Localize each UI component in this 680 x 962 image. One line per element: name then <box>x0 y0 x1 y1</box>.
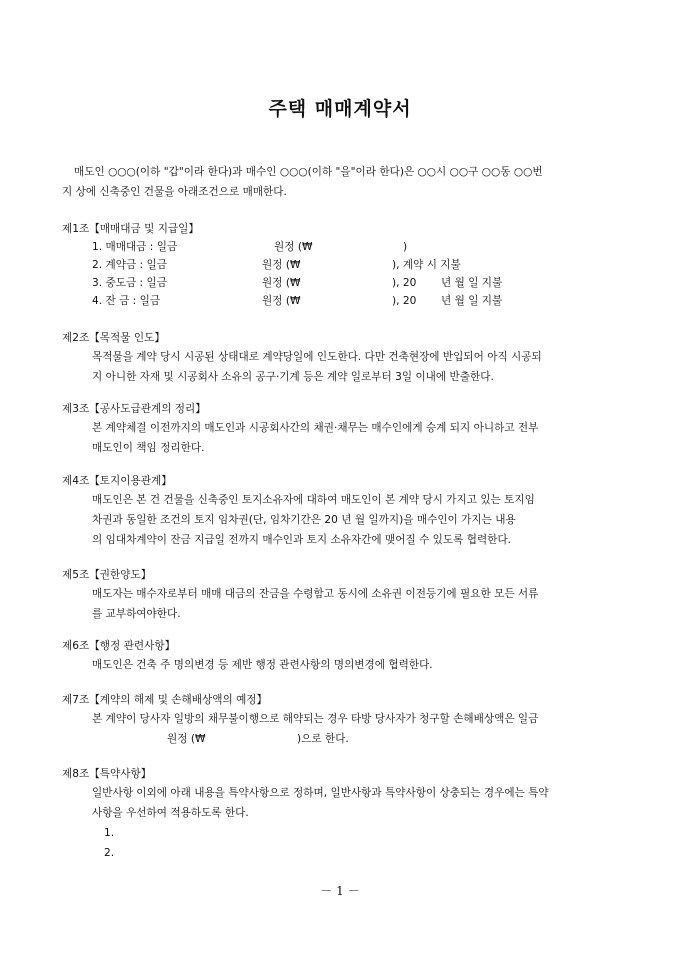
payment-close: ), 20 <box>392 295 417 307</box>
article-body <box>92 490 628 550</box>
payment-unit: 원정 (₩ <box>274 241 313 253</box>
article-7 <box>62 691 628 749</box>
article-5 <box>62 566 628 624</box>
payment-row-balance <box>92 292 628 310</box>
article-line: 매도인은 건축 주 명의변경 등 제반 행정 관련사항의 명의변경에 협력한다. <box>92 659 433 671</box>
article-8 <box>62 765 628 863</box>
payment-row-interim <box>92 274 628 292</box>
article-heading: 제4조【토지이용관계】 <box>62 475 172 487</box>
article-line: 목적물을 계약 당시 시공된 상태대로 계약당일에 인도한다. 다만 건축현장에 반입되어 아직 시공되 <box>92 351 542 363</box>
damages-amount-row <box>92 729 628 749</box>
article-heading: 제5조【권한양도】 <box>62 569 152 581</box>
article-line: 지 아니한 자재 및 시공회사 소유의 공구·기계 등은 계약 일로부터 3일 이내에 반출한다. <box>92 371 494 383</box>
article-heading: 제1조【매매대금 및 지급일】 <box>62 223 199 235</box>
article-body <box>92 418 628 458</box>
damages-close: )으로 한다. <box>297 733 349 745</box>
damages-unit: 원정 (₩ <box>167 733 206 745</box>
payment-label: 2. 계약금 : 일금 <box>92 259 167 271</box>
payment-label: 1. 매매대금 : 일금 <box>92 241 178 253</box>
document-title: 주택 매매계약서 <box>268 98 412 120</box>
article-heading: 제3조【공사도급관계의 정리】 <box>62 403 206 415</box>
intro-line: 지 상에 신축중인 건물을 아래조건으로 매매한다. <box>62 186 287 198</box>
payment-unit: 원정 (₩ <box>262 277 301 289</box>
article-heading: 제2조【목적물 인도】 <box>62 332 165 344</box>
payment-unit: 원정 (₩ <box>262 295 301 307</box>
article-line: 의 임대차계약이 잔금 지급일 전까지 매수인과 토지 소유자간에 맺어질 수 있도록 협력한다. <box>92 534 512 546</box>
article-body <box>92 783 628 863</box>
article-2 <box>62 329 628 387</box>
page-number: － 1 － <box>320 884 360 898</box>
article-line: 매도자는 매수자로부터 매매 대금의 잔금을 수령함고 동시에 소유권 이전등기에 필요한 모든 서류 <box>92 588 539 600</box>
payment-close: ), 20 <box>392 277 417 289</box>
payment-label: 3. 중도금 : 일금 <box>92 277 167 289</box>
payment-unit: 원정 (₩ <box>262 259 301 271</box>
article-line: 본 계약이 당사자 일방의 채무불이행으로 해약되는 경우 타방 당사자가 청구할 손해배상액은 일금 <box>92 713 539 725</box>
special-item: 2. <box>104 847 115 859</box>
article-3 <box>62 400 628 458</box>
article-heading: 제7조【계약의 해제 및 손해배상액의 예정】 <box>62 694 268 706</box>
payment-date: 년 월 일 지불 <box>441 295 503 307</box>
article-4 <box>62 472 628 550</box>
article-line: 를 교부하여야한다. <box>92 608 181 620</box>
article-body <box>92 709 628 729</box>
special-item: 1. <box>104 827 115 839</box>
article-line: 사항을 우선하여 적용하도록 한다. <box>92 807 249 819</box>
article-body <box>92 347 628 387</box>
payment-date: 년 월 일 지불 <box>441 277 503 289</box>
payment-close: ) <box>403 241 408 253</box>
payment-row-total <box>92 238 628 256</box>
article-line: 매도인은 본 건 건물을 신축중인 토지소유자에 대하여 매도인이 본 계약 당시 가지고 있는 토지임 <box>92 494 535 506</box>
article-line: 차권과 동일한 조건의 토지 임차권(단, 임차기간은 20 년 월 일까지)을 매수인이 가지는 내용 <box>92 514 516 526</box>
payment-close: ), 계약 시 지불 <box>392 259 461 271</box>
article-heading: 제6조【행정 관련사항】 <box>62 640 176 652</box>
article-6 <box>62 637 628 675</box>
article-1 <box>62 220 628 310</box>
article-body <box>92 584 628 624</box>
payment-label: 4. 잔 금 : 일금 <box>92 295 161 307</box>
article-line: 본 계약체결 이전까지의 매도인과 시공회사간의 채권·채무는 매수인에게 승계 되지 아니하고 전부 <box>92 422 539 434</box>
article-body <box>92 655 628 675</box>
article-line: 일반사항 이외에 아래 내용을 특약사항으로 정하며, 일반사항과 특약사항이 상충되는 경우에는 특약 <box>92 787 549 799</box>
article-heading: 제8조【특약사항】 <box>62 768 152 780</box>
intro-line: 매도인 ○○○(이하 "갑"이라 한다)과 매수인 ○○○(이하 "을"이라 한다)은 ○○시 ○○구 ○○동 ○○번 <box>74 166 543 178</box>
payment-row-deposit <box>92 256 628 274</box>
article-line: 매도인이 책임 정리한다. <box>92 442 205 454</box>
intro-paragraph <box>62 162 624 202</box>
